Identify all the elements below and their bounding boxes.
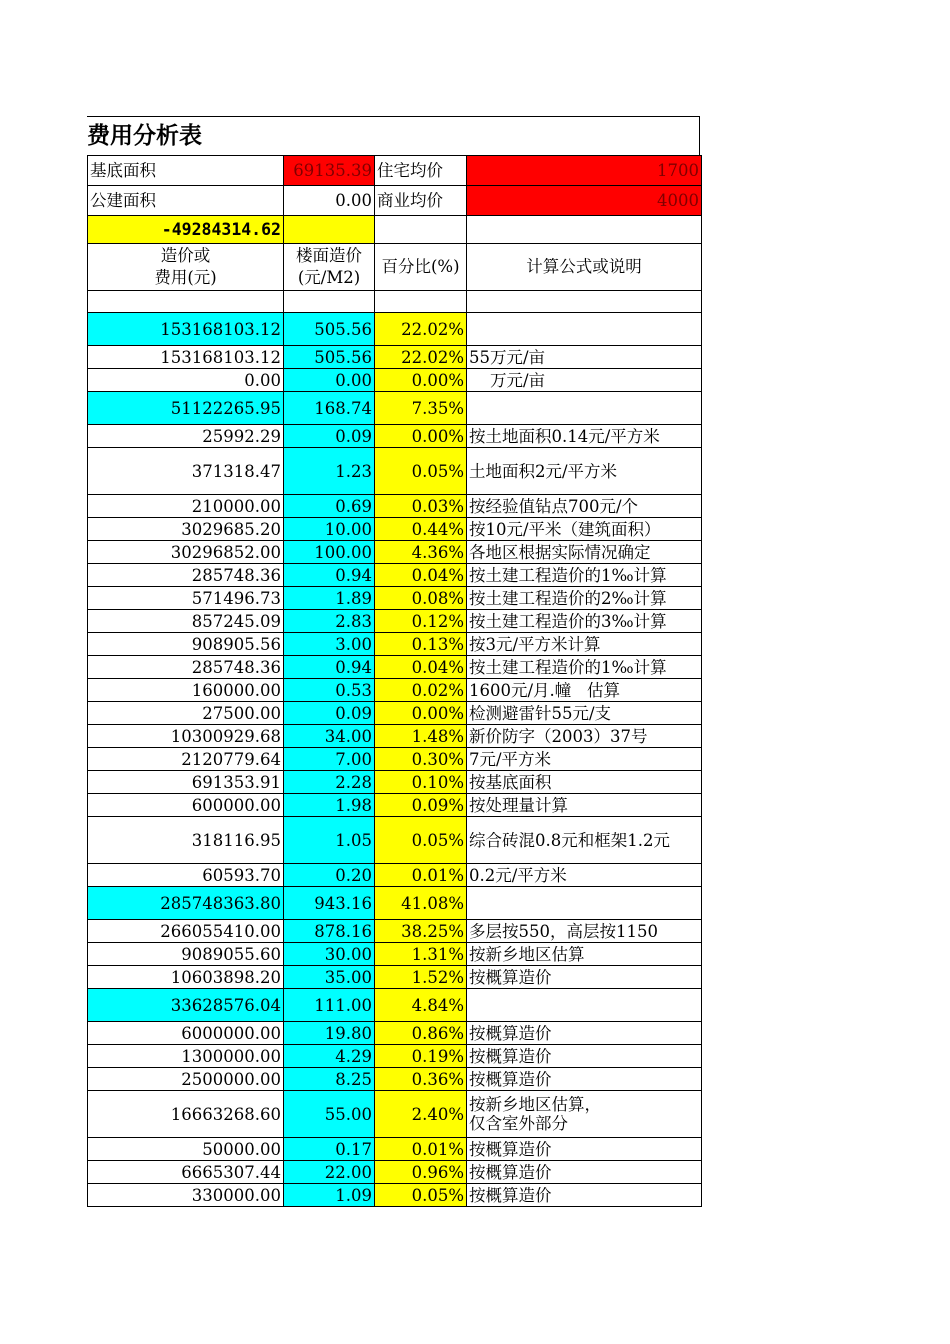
percent-cell[interactable]: 0.08%	[375, 587, 467, 610]
summary-row-2	[88, 186, 702, 216]
unit-cost-cell[interactable]: 168.74	[284, 392, 375, 425]
percent-cell[interactable]: 0.86%	[375, 1022, 467, 1045]
cost-cell[interactable]: 50000.00	[88, 1138, 284, 1161]
cost-cell[interactable]: 285748.36	[88, 564, 284, 587]
table-row	[88, 817, 702, 864]
table-row	[88, 541, 702, 564]
unit-cost-cell[interactable]: 1.09	[284, 1184, 375, 1207]
unit-cost-cell[interactable]: 878.16	[284, 920, 375, 943]
cost-cell[interactable]: 285748.36	[88, 656, 284, 679]
empty-cell[interactable]	[467, 291, 702, 313]
percent-cell[interactable]: 4.84%	[375, 989, 467, 1022]
table-row	[88, 1022, 702, 1045]
table-row	[88, 564, 702, 587]
unit-cost-cell[interactable]: 3.00	[284, 633, 375, 656]
table-row	[88, 1091, 702, 1138]
note-cell[interactable]: 按概算造价	[467, 1022, 702, 1045]
summary-row-1	[88, 156, 702, 186]
cost-cell[interactable]: 51122265.95	[88, 392, 284, 425]
percent-cell[interactable]: 0.09%	[375, 794, 467, 817]
note-cell[interactable]: 55万元/亩	[467, 346, 702, 369]
percent-cell[interactable]: 0.19%	[375, 1045, 467, 1068]
cost-cell[interactable]: 1300000.00	[88, 1045, 284, 1068]
note-cell[interactable]	[467, 392, 702, 425]
percent-cell[interactable]: 0.02%	[375, 679, 467, 702]
cost-cell[interactable]: 571496.73	[88, 587, 284, 610]
unit-cost-cell[interactable]: 22.00	[284, 1161, 375, 1184]
note-cell[interactable]: 按概算造价	[467, 1161, 702, 1184]
unit-cost-cell[interactable]: 34.00	[284, 725, 375, 748]
group-row	[88, 392, 702, 425]
unit-cost-cell[interactable]: 10.00	[284, 518, 375, 541]
percent-cell[interactable]: 0.04%	[375, 656, 467, 679]
table-row	[88, 633, 702, 656]
percent-cell[interactable]: 0.10%	[375, 771, 467, 794]
header-row	[88, 244, 702, 291]
unit-cost-cell[interactable]: 55.00	[284, 1091, 375, 1138]
empty-cell[interactable]	[88, 291, 284, 313]
empty-cell[interactable]	[375, 216, 467, 244]
note-cell[interactable]: 按概算造价	[467, 1184, 702, 1207]
table-row	[88, 920, 702, 943]
note-cell[interactable]: 按基底面积	[467, 771, 702, 794]
empty-cell[interactable]	[467, 216, 702, 244]
percent-cell[interactable]: 0.12%	[375, 610, 467, 633]
percent-cell[interactable]: 0.03%	[375, 495, 467, 518]
header-note: 计算公式或说明	[467, 244, 702, 291]
cost-cell[interactable]: 857245.09	[88, 610, 284, 633]
cost-cell[interactable]: 30296852.00	[88, 541, 284, 564]
cost-cell[interactable]: 33628576.04	[88, 989, 284, 1022]
table-row	[88, 425, 702, 448]
note-cell[interactable]	[467, 989, 702, 1022]
note-cell[interactable]	[467, 313, 702, 346]
cost-cell[interactable]: 25992.29	[88, 425, 284, 448]
header-percent: 百分比(%)	[375, 244, 467, 291]
note-cell[interactable]: 按土建工程造价的1‰计算	[467, 564, 702, 587]
unit-cost-cell[interactable]: 0.09	[284, 702, 375, 725]
note-cell[interactable]: 按概算造价	[467, 966, 702, 989]
note-cell[interactable]: 土地面积2元/平方米	[467, 448, 702, 495]
unit-cost-cell[interactable]: 111.00	[284, 989, 375, 1022]
table-row	[88, 448, 702, 495]
group-row	[88, 989, 702, 1022]
cost-cell[interactable]: 16663268.60	[88, 1091, 284, 1138]
percent-cell[interactable]: 22.02%	[375, 313, 467, 346]
unit-cost-cell[interactable]: 8.25	[284, 1068, 375, 1091]
unit-cost-cell[interactable]: 0.94	[284, 564, 375, 587]
cost-cell[interactable]: 2120779.64	[88, 748, 284, 771]
note-cell[interactable]: 综合砖混0.8元和框架1.2元	[467, 817, 702, 864]
table-row	[88, 966, 702, 989]
note-cell[interactable]: 按土建工程造价的1‰计算	[467, 656, 702, 679]
unit-cost-cell[interactable]: 0.69	[284, 495, 375, 518]
note-cell[interactable]: 多层按550，高层按1150	[467, 920, 702, 943]
group-row	[88, 313, 702, 346]
unit-cost-cell[interactable]: 0.17	[284, 1138, 375, 1161]
header-cost-text: 造价或 费用(元)	[154, 246, 217, 287]
cost-cell[interactable]: 908905.56	[88, 633, 284, 656]
cost-cell[interactable]: 600000.00	[88, 794, 284, 817]
spacer-row	[88, 291, 702, 313]
cost-cell[interactable]: 3029685.20	[88, 518, 284, 541]
percent-cell[interactable]: 0.01%	[375, 864, 467, 887]
note-cell[interactable]: 按概算造价	[467, 1045, 702, 1068]
table-row	[88, 771, 702, 794]
commercial-price-value[interactable]: 4000	[467, 186, 702, 216]
unit-cost-cell[interactable]: 0.00	[284, 369, 375, 392]
note-cell[interactable]: 按新乡地区估算	[467, 943, 702, 966]
cost-cell[interactable]: 266055410.00	[88, 920, 284, 943]
unit-cost-cell[interactable]: 1.89	[284, 587, 375, 610]
percent-cell[interactable]: 1.52%	[375, 966, 467, 989]
unit-cost-cell[interactable]: 943.16	[284, 887, 375, 920]
percent-cell[interactable]: 0.00%	[375, 369, 467, 392]
unit-cost-cell[interactable]: 505.56	[284, 313, 375, 346]
header-cost	[88, 244, 284, 291]
percent-cell[interactable]: 0.04%	[375, 564, 467, 587]
table-row	[88, 1138, 702, 1161]
public-area-label: 公建面积	[88, 186, 284, 216]
base-area-label: 基底面积	[88, 156, 284, 186]
empty-cell[interactable]	[284, 291, 375, 313]
table-row	[88, 794, 702, 817]
percent-cell[interactable]: 0.00%	[375, 425, 467, 448]
percent-cell[interactable]: 41.08%	[375, 887, 467, 920]
cost-cell[interactable]: 2500000.00	[88, 1068, 284, 1091]
percent-cell[interactable]: 0.05%	[375, 1184, 467, 1207]
unit-cost-cell[interactable]: 2.83	[284, 610, 375, 633]
percent-cell[interactable]: 1.31%	[375, 943, 467, 966]
unit-cost-cell[interactable]: 1.05	[284, 817, 375, 864]
table-row	[88, 725, 702, 748]
table-row	[88, 518, 702, 541]
note-cell[interactable]: 各地区根据实际情况确定	[467, 541, 702, 564]
cost-cell[interactable]: 6665307.44	[88, 1161, 284, 1184]
header-unit-cost	[284, 244, 375, 291]
note-cell[interactable]: 按处理量计算	[467, 794, 702, 817]
cost-cell[interactable]: 153168103.12	[88, 346, 284, 369]
percent-cell[interactable]: 0.05%	[375, 448, 467, 495]
cost-cell[interactable]: 10300929.68	[88, 725, 284, 748]
note-cell[interactable]: 按经验值钻点700元/个	[467, 495, 702, 518]
note-cell[interactable]	[467, 887, 702, 920]
base-area-value[interactable]: 69135.39	[284, 156, 375, 186]
table-row	[88, 702, 702, 725]
cost-table	[87, 155, 702, 1207]
note-cell[interactable]: 按10元/平米（建筑面积）	[467, 518, 702, 541]
note-cell[interactable]: 按3元/平方米计算	[467, 633, 702, 656]
unit-cost-cell[interactable]: 4.29	[284, 1045, 375, 1068]
note-cell[interactable]: 按土建工程造价的3‰计算	[467, 610, 702, 633]
unit-cost-cell[interactable]: 35.00	[284, 966, 375, 989]
cost-cell[interactable]: 153168103.12	[88, 313, 284, 346]
unit-cost-cell[interactable]: 0.53	[284, 679, 375, 702]
percent-cell[interactable]: 0.05%	[375, 817, 467, 864]
group-row	[88, 887, 702, 920]
note-cell[interactable]: 新价防字（2003）37号	[467, 725, 702, 748]
table-row	[88, 656, 702, 679]
table-row	[88, 1068, 702, 1091]
sheet-title: 费用分析表	[87, 116, 700, 155]
note-cell[interactable]: 0.2元/平方米	[467, 864, 702, 887]
note-cell[interactable]: 按概算造价	[467, 1138, 702, 1161]
note-cell[interactable]: 万元/亩	[467, 369, 702, 392]
table-row	[88, 610, 702, 633]
cost-cell[interactable]: 9089055.60	[88, 943, 284, 966]
cost-cell[interactable]: 60593.70	[88, 864, 284, 887]
percent-cell[interactable]: 1.48%	[375, 725, 467, 748]
empty-cell[interactable]	[375, 291, 467, 313]
table-row	[88, 495, 702, 518]
cost-cell[interactable]: 27500.00	[88, 702, 284, 725]
unit-cost-cell[interactable]: 505.56	[284, 346, 375, 369]
table-row	[88, 346, 702, 369]
table-row	[88, 943, 702, 966]
cost-cell[interactable]: 285748363.80	[88, 887, 284, 920]
unit-cost-cell[interactable]: 2.28	[284, 771, 375, 794]
table-row	[88, 679, 702, 702]
table-row	[88, 1161, 702, 1184]
table-row	[88, 1045, 702, 1068]
unit-cost-cell[interactable]: 19.80	[284, 1022, 375, 1045]
unit-cost-cell[interactable]: 1.23	[284, 448, 375, 495]
note-cell[interactable]: 1600元/月.幢 估算	[467, 679, 702, 702]
cost-cell[interactable]: 10603898.20	[88, 966, 284, 989]
percent-cell[interactable]: 0.00%	[375, 702, 467, 725]
cost-cell[interactable]: 160000.00	[88, 679, 284, 702]
header-unit-cost-text: 楼面造价 (元/M2)	[296, 246, 362, 287]
percent-cell[interactable]: 0.13%	[375, 633, 467, 656]
unit-cost-cell[interactable]: 0.09	[284, 425, 375, 448]
table-row	[88, 1184, 702, 1207]
percent-cell[interactable]: 0.30%	[375, 748, 467, 771]
table-row	[88, 587, 702, 610]
note-cell[interactable]: 按土地面积0.14元/平方米	[467, 425, 702, 448]
public-area-value[interactable]: 0.00	[284, 186, 375, 216]
balance-row	[88, 216, 702, 244]
residential-price-label: 住宅均价	[375, 156, 467, 186]
unit-cost-cell[interactable]: 100.00	[284, 541, 375, 564]
percent-cell[interactable]: 4.36%	[375, 541, 467, 564]
percent-cell[interactable]: 7.35%	[375, 392, 467, 425]
percent-cell[interactable]: 0.96%	[375, 1161, 467, 1184]
note-cell[interactable]: 按土建工程造价的2‰计算	[467, 587, 702, 610]
percent-cell[interactable]: 0.36%	[375, 1068, 467, 1091]
residential-price-value[interactable]: 1700	[467, 156, 702, 186]
cost-cell[interactable]: 371318.47	[88, 448, 284, 495]
percent-cell[interactable]: 2.40%	[375, 1091, 467, 1138]
balance-value[interactable]: -49284314.62	[88, 216, 284, 244]
unit-cost-cell[interactable]: 30.00	[284, 943, 375, 966]
table-row	[88, 748, 702, 771]
cost-cell[interactable]: 210000.00	[88, 495, 284, 518]
cost-cell[interactable]: 691353.91	[88, 771, 284, 794]
unit-cost-cell[interactable]: 7.00	[284, 748, 375, 771]
percent-cell[interactable]: 0.44%	[375, 518, 467, 541]
cost-cell[interactable]: 6000000.00	[88, 1022, 284, 1045]
percent-cell[interactable]: 22.02%	[375, 346, 467, 369]
percent-cell[interactable]: 0.01%	[375, 1138, 467, 1161]
commercial-price-label: 商业均价	[375, 186, 467, 216]
note-cell[interactable]: 7元/平方米	[467, 748, 702, 771]
balance-empty-cell[interactable]	[284, 216, 375, 244]
note-cell[interactable]: 检测避雷针55元/支	[467, 702, 702, 725]
cost-cell[interactable]: 0.00	[88, 369, 284, 392]
unit-cost-cell[interactable]: 1.98	[284, 794, 375, 817]
table-row	[88, 864, 702, 887]
unit-cost-cell[interactable]: 0.94	[284, 656, 375, 679]
table-row	[88, 369, 702, 392]
cost-cell[interactable]: 318116.95	[88, 817, 284, 864]
percent-cell[interactable]: 38.25%	[375, 920, 467, 943]
note-cell[interactable]: 按新乡地区估算， 仅含室外部分	[467, 1091, 702, 1138]
unit-cost-cell[interactable]: 0.20	[284, 864, 375, 887]
note-cell[interactable]: 按概算造价	[467, 1068, 702, 1091]
cost-cell[interactable]: 330000.00	[88, 1184, 284, 1207]
